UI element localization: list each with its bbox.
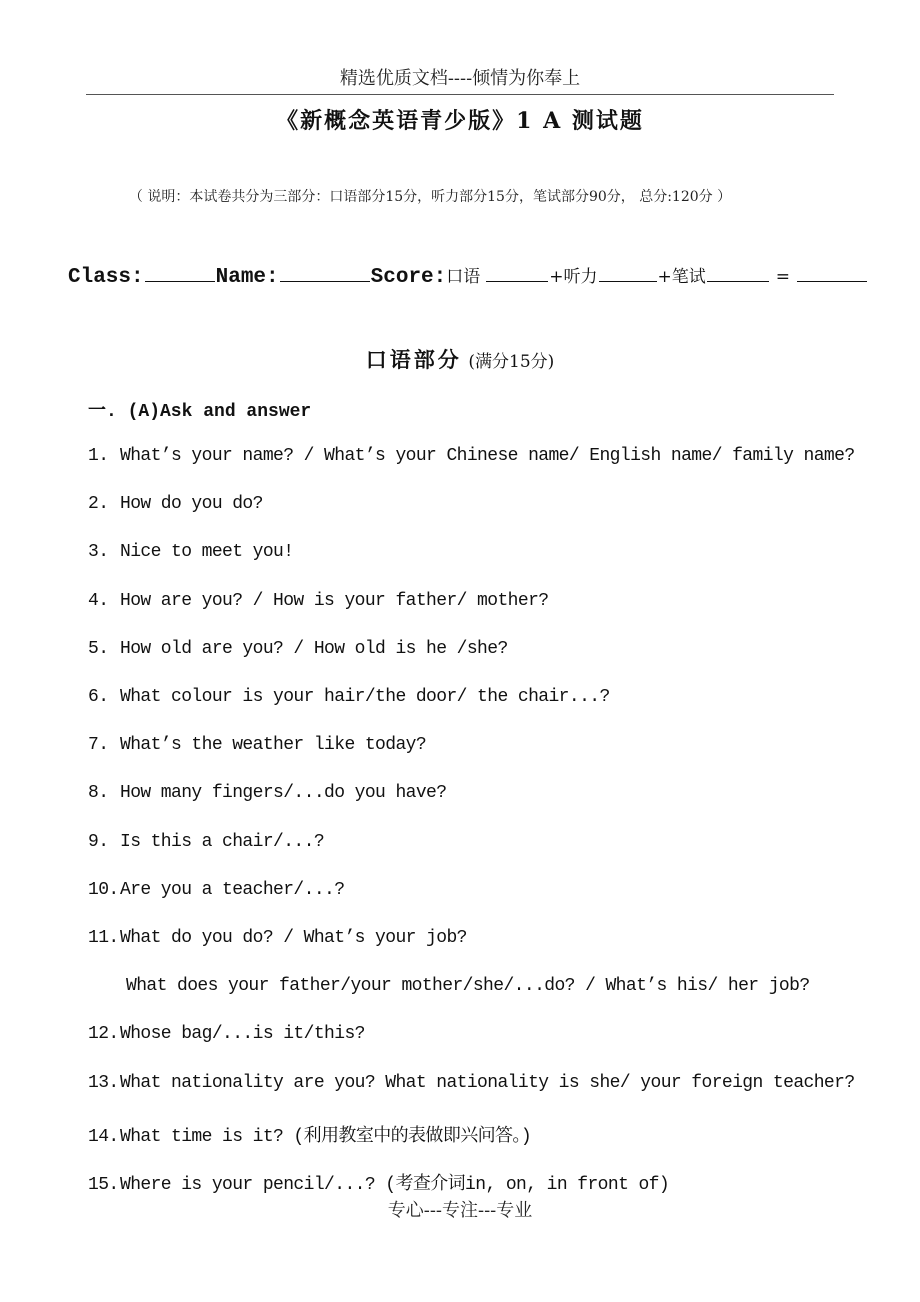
oral-label: 口语 <box>446 267 481 287</box>
question-text: What nationality are you? What nationality is she/ your foreign teacher? <box>120 1072 855 1093</box>
question-number: 13. <box>88 1072 119 1093</box>
listening-label: +听力 <box>549 267 598 287</box>
section-subtitle: (满分15分) <box>468 352 555 372</box>
question-number: 15. <box>88 1175 119 1195</box>
question-item <box>88 832 324 852</box>
question-item <box>126 976 810 996</box>
question-text: How many fingers/...do you have? <box>120 783 447 804</box>
question-item <box>88 687 610 707</box>
question-item <box>88 1121 531 1147</box>
question-text: How are you? / How is your father/ mother? <box>120 590 549 611</box>
question-text: How old are you? / How old is he /she? <box>120 638 508 659</box>
name-label: Name: <box>215 266 279 289</box>
question-text: How do you do? <box>120 494 263 515</box>
question-number: 4. <box>88 590 109 611</box>
question-item <box>88 735 426 755</box>
question-text: What does your father/your mother/she/...do? / What’s his/ her job? <box>126 976 810 997</box>
question-text: What’s the weather like today? <box>120 735 427 756</box>
question-item <box>88 1169 669 1195</box>
question-item <box>88 494 263 514</box>
score-label: Score: <box>370 266 447 289</box>
page-footer: 专心---专注---专业 <box>387 1200 533 1221</box>
question-item <box>88 928 467 948</box>
question-number: 10. <box>88 879 119 900</box>
question-item <box>88 880 344 900</box>
question-number: 3. <box>88 542 109 563</box>
part-heading: 一. (A)Ask and answer <box>88 402 312 422</box>
question-number: 5. <box>88 638 109 659</box>
question-item <box>88 446 855 466</box>
question-text: Nice to meet you! <box>120 542 294 563</box>
written-blank[interactable] <box>707 265 769 282</box>
question-number: 8. <box>88 783 109 804</box>
oral-blank[interactable] <box>486 265 548 282</box>
page-header: 精选优质文档----倾情为你奉上 <box>339 68 581 89</box>
document-title: 《新概念英语青少版》1 A 测试题 <box>276 108 644 134</box>
question-text: Are you a teacher/...? <box>120 879 345 900</box>
question-item <box>88 783 446 803</box>
question-text: What colour is your hair/the door/ the chair...? <box>120 687 610 707</box>
question-text: What do you do? / What’s your job? <box>120 928 467 948</box>
question-number: 11. <box>88 928 119 948</box>
question-item <box>88 1024 365 1044</box>
question-item <box>88 591 548 611</box>
question-text: What’s your name? / What’s your Chinese name/ English name/ family name? <box>120 446 855 466</box>
question-number: 12. <box>88 1024 119 1045</box>
listening-blank[interactable] <box>599 265 657 282</box>
score-line <box>68 262 868 289</box>
header-divider <box>86 94 834 95</box>
question-number: 7. <box>88 735 109 756</box>
question-text: What time is it? (利用教室中的表做即兴问答。) <box>120 1126 532 1147</box>
question-number: 14. <box>88 1126 119 1147</box>
question-number: 2. <box>88 494 109 515</box>
section-heading <box>0 344 920 374</box>
total-blank[interactable] <box>797 265 867 282</box>
question-text: Whose bag/...is it/this? <box>120 1024 365 1045</box>
section-title: 口语部分 <box>365 347 462 372</box>
written-label: +笔试 <box>657 267 706 287</box>
question-item <box>88 1073 855 1093</box>
class-label: Class: <box>68 266 144 289</box>
name-blank[interactable] <box>280 265 370 282</box>
class-blank[interactable] <box>145 265 215 282</box>
question-text: Is this a chair/...? <box>120 831 325 852</box>
question-number: 1. <box>88 446 109 466</box>
question-number: 6. <box>88 687 109 707</box>
question-number: 9. <box>88 831 109 852</box>
question-item <box>88 542 293 562</box>
instructions-note: （ 说明：本试卷共分为三部分：口语部分15分，听力部分15分，笔试部分90分， 总分:120分 ） <box>128 189 732 205</box>
equals-sign: = <box>775 267 791 287</box>
question-text: Where is your pencil/...? (考查介词in, on, in front of) <box>120 1175 670 1195</box>
question-item <box>88 639 508 659</box>
